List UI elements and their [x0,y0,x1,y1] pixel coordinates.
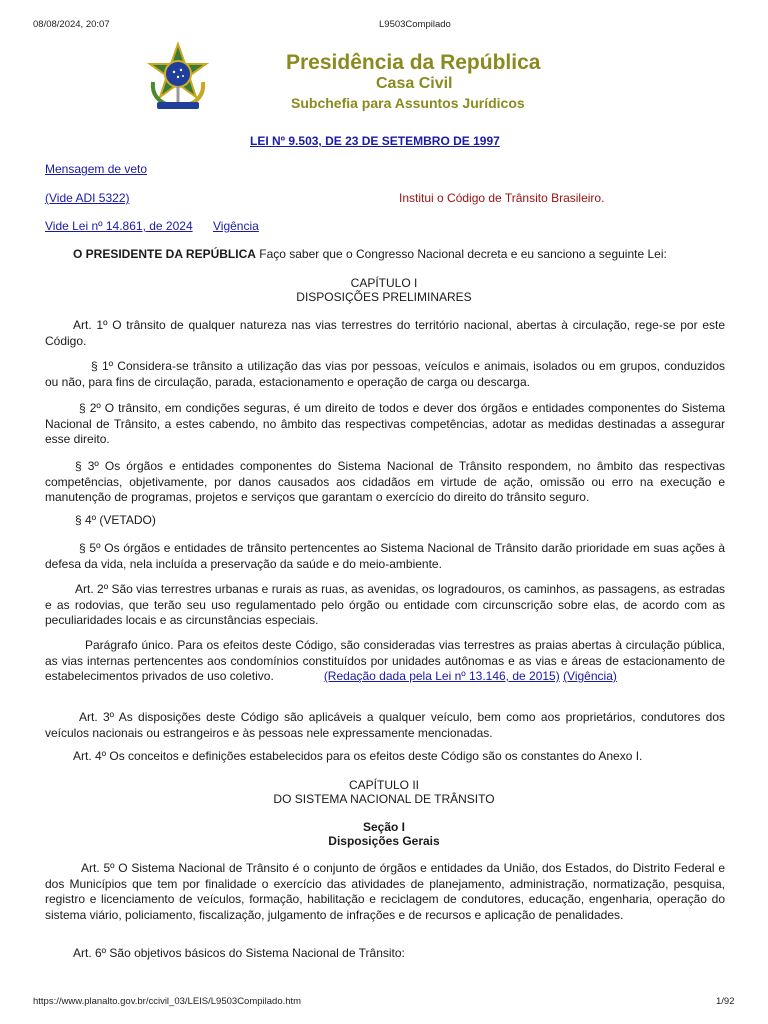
chapter-2-name: DO SISTEMA NACIONAL DE TRÂNSITO [273,792,495,806]
art-2: Art. 2º São vias terrestres urbanas e rurais as ruas, as avenidas, os logradouros, os caminhos, as passagens, as estradas e as rodovias, que terão seu uso regulamentado pelo órgão ou entidade com circunscrição sobre elas, de acordo com as peculiaridades locais e as circunstâncias especiais. [45,582,725,627]
section-1-title: Seção I [362,820,406,834]
chapter-1-title: CAPÍTULO I [350,276,418,290]
vigencia-2015-link[interactable]: (Vigência) [563,669,617,683]
section-1-name: Disposições Gerais [328,834,440,848]
header-subchefia: Subchefia para Assuntos Jurídicos [291,95,525,111]
print-page-number: 1/92 [716,996,735,1007]
art-3: Art. 3º As disposições deste Código são aplicáveis a qualquer veículo, bem como aos proprietários, condutores dos veículos nacionais ou estrangeiros e às pessoas nele expressamente mencionadas. [45,710,725,740]
art-1-par-5: § 5º Os órgãos e entidades de trânsito pertencentes ao Sistema Nacional de Trânsito darão prioridade em suas ações à defesa da vida, nela incluída a preservação da saúde e do meio-ambiente. [45,541,725,571]
art-2-sole-paragraph-text: Parágrafo único. Para os efeitos deste Código, são consideradas vias terrestres as praias abertas à circulação pública, as vias internas pertencentes aos condomínios constituídos por unidades autônomas e as vias e áreas de estacionamento de estabelecimentos privados de uso coletivo. [45,638,725,683]
vide-lei-link[interactable]: Vide Lei nº 14.861, de 2024 [45,219,193,233]
print-datetime: 08/08/2024, 20:07 [33,19,110,30]
header-title: Presidência da República [286,51,541,74]
veto-message-link[interactable]: Mensagem de veto [45,162,148,176]
chapter-1-name: DISPOSIÇÕES PRELIMINARES [296,290,472,304]
adi-link[interactable]: (Vide ADI 5322) [45,191,130,205]
vigencia-link[interactable]: Vigência [213,219,259,233]
print-url: https://www.planalto.gov.br/ccivil_03/LEIS/L9503Compilado.htm [33,996,302,1007]
preamble-rest: Faço saber que o Congresso Nacional decreta e eu sanciono a seguinte Lei: [255,247,667,261]
art-1-par-4: § 4º (VETADO) [75,513,156,527]
art-5: Art. 5º O Sistema Nacional de Trânsito é o conjunto de órgãos e entidades da União, dos Estados, do Distrito Federal e dos Municípios que tem por finalidade o exercício das atividades de planejamento, administração, normatização, pesquisa, registro e licenciamento de veículos, formação, habilitação e reciclagem de condutores, educação, engenharia, operação do sistema viário, policiamento, fiscalização, julgamento de infrações e de recursos e aplicação de penalidades. [45,861,725,922]
art-1-par-3: § 3º Os órgãos e entidades componentes do Sistema Nacional de Trânsito respondem, no âmbito das respectivas competências, objetivamente, por danos causados aos cidadãos em virtude de ação, omissão ou erro na execução e manutenção de programas, projetos e serviços que garantam o exercício do direito do trânsito seguro. [45,459,725,504]
art-1: Art. 1º O trânsito de qualquer natureza nas vias terrestres do território nacional, abertas à circulação, rege-se por este Código. [45,318,725,348]
redacao-lei-13146-link[interactable]: (Redação dada pela Lei nº 13.146, de 2015) [323,669,560,683]
law-title-link[interactable]: LEI Nº 9.503, DE 23 DE SETEMBRO DE 1997 [250,134,500,148]
preamble-lead: O PRESIDENTE DA REPÚBLICA [73,247,256,261]
art-1-par-1: § 1º Considera-se trânsito a utilização das vias por pessoas, veículos e animais, isolados ou em grupos, conduzidos ou não, para fins de circulação, parada, estacionamento e operação de carga ou descarga. [45,359,725,389]
brasao-emblem [143,42,213,114]
art-4: Art. 4º Os conceitos e definições estabelecidos para os efeitos deste Código são os constantes do Anexo I. [73,749,643,763]
art-1-par-2: § 2º O trânsito, em condições seguras, é um direito de todos e dever dos órgãos e entidades componentes do Sistema Nacional de Trânsito, a estes cabendo, no âmbito das respectivas competências, adotar as medidas destinadas a assegurar esse direito. [45,401,725,446]
preamble [45,247,725,263]
ementa: Institui o Código de Trânsito Brasileiro. [399,191,605,205]
chapter-2-title: CAPÍTULO II [348,778,419,792]
header-subtitle: Casa Civil [376,75,453,92]
art-6: Art. 6º São objetivos básicos do Sistema Nacional de Trânsito: [73,946,405,960]
print-doc-title: L9503Compilado [379,19,451,30]
art-2-sole-paragraph [45,638,725,685]
